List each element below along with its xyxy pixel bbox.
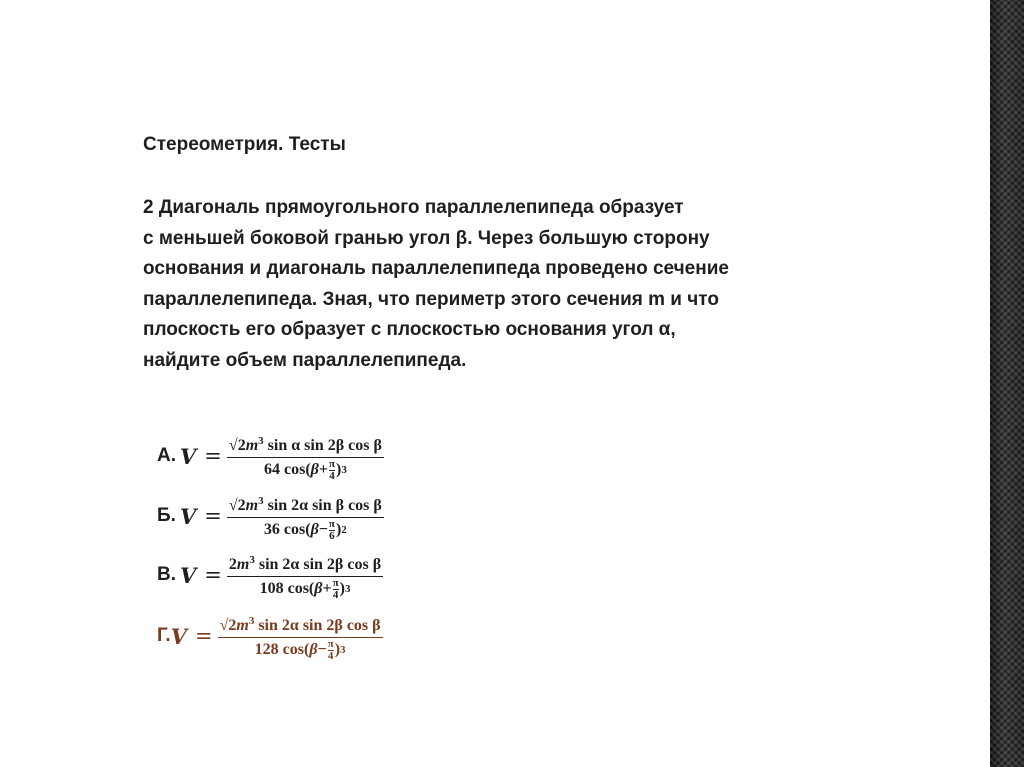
denominator-coef: 36 cos( xyxy=(263,521,311,538)
pi-denominator: 4 xyxy=(327,649,334,662)
pi-denominator: 4 xyxy=(332,588,339,601)
sqrt-icon: √ xyxy=(228,436,238,454)
answer-label: В. xyxy=(157,564,176,585)
pi-fraction xyxy=(329,519,335,542)
pi-fraction xyxy=(328,639,334,662)
problem-line: с меньшей боковой гранью угол β. Через большую сторону xyxy=(143,227,710,249)
denominator-close: ) xyxy=(335,521,342,538)
denominator-close: ) xyxy=(336,461,342,478)
numerator-exp: 3 xyxy=(258,434,264,447)
denominator-op: − xyxy=(317,641,327,658)
answer-label: Б. xyxy=(157,505,176,526)
fraction-denominator xyxy=(262,458,349,482)
denominator-var: β xyxy=(314,580,323,597)
numerator-coef: 2 xyxy=(237,436,246,454)
numerator-exp: 3 xyxy=(249,553,255,566)
numerator-var: m xyxy=(236,616,249,634)
numerator-trig: sin α sin 2β cos β xyxy=(263,436,382,454)
carbon-fiber-border xyxy=(990,0,1024,767)
denominator-var: β xyxy=(310,521,319,538)
equals-sign: = xyxy=(204,444,222,468)
numerator-coef: 2 xyxy=(228,555,237,573)
numerator-var: m xyxy=(245,436,259,454)
numerator-var: m xyxy=(236,555,250,573)
fraction-numerator xyxy=(227,491,384,517)
numerator-coef: 2 xyxy=(237,496,246,514)
pi-fraction xyxy=(333,578,339,601)
denominator-close: ) xyxy=(339,580,345,597)
denominator-op: − xyxy=(318,521,328,538)
denominator-close: ) xyxy=(334,641,341,658)
volume-symbol: V xyxy=(180,562,197,588)
numerator-trig: sin 2α sin 2β cos β xyxy=(254,616,381,634)
formula-fraction xyxy=(227,491,384,542)
numerator-exp: 3 xyxy=(258,494,264,507)
problem-line: плоскость его образует с плоскостью основания угол α, xyxy=(143,319,676,340)
formula-fraction xyxy=(227,431,384,482)
denominator-exp: 3 xyxy=(344,583,351,595)
pi-symbol: π xyxy=(328,457,335,470)
equals-sign: = xyxy=(194,624,213,648)
denominator-coef: 108 cos( xyxy=(259,580,315,597)
answer-label: А. xyxy=(157,445,176,466)
problem-line: 2 Диагональ прямоугольного параллелепипеда образует xyxy=(143,197,684,218)
fraction-numerator xyxy=(218,611,383,637)
equals-sign: = xyxy=(204,504,222,528)
formula-fraction xyxy=(227,550,383,601)
answer-option-a[interactable] xyxy=(157,428,384,484)
pi-symbol: π xyxy=(332,576,339,589)
pi-denominator: 6 xyxy=(329,529,335,542)
denominator-var: β xyxy=(309,641,318,658)
pi-symbol: π xyxy=(328,517,335,530)
denominator-coef: 128 cos( xyxy=(254,641,310,658)
pi-denominator: 4 xyxy=(329,469,335,482)
numerator-var: m xyxy=(245,496,259,514)
fraction-numerator xyxy=(227,431,384,457)
answer-option-c[interactable] xyxy=(157,547,383,603)
numerator-coef: 2 xyxy=(228,616,237,634)
pi-fraction xyxy=(329,459,335,482)
denominator-op: + xyxy=(322,580,332,597)
sqrt-icon: √ xyxy=(219,616,229,634)
numerator-trig: sin 2α sin 2β cos β xyxy=(254,555,382,573)
fraction-numerator xyxy=(227,550,383,576)
denominator-coef: 64 cos( xyxy=(263,461,311,478)
denominator-exp: 3 xyxy=(341,464,347,476)
denominator-exp: 2 xyxy=(341,524,347,536)
fraction-denominator xyxy=(253,638,348,662)
fraction-denominator xyxy=(262,518,349,542)
pi-symbol: π xyxy=(327,637,334,650)
answer-label: Г. xyxy=(157,625,171,646)
problem-line: найдите объем параллелепипеда. xyxy=(143,349,467,371)
volume-symbol: V xyxy=(179,503,197,529)
denominator-exp: 3 xyxy=(340,644,346,656)
fraction-denominator xyxy=(258,577,353,601)
formula-fraction xyxy=(218,611,383,662)
volume-symbol: V xyxy=(180,443,197,469)
answer-option-d[interactable] xyxy=(157,608,383,664)
volume-symbol: V xyxy=(170,623,187,649)
sqrt-icon: √ xyxy=(228,496,238,514)
answer-option-b[interactable] xyxy=(157,488,384,544)
problem-line: основания и диагональ параллелепипеда проведено сечение xyxy=(143,258,729,279)
slide-title: Стереометрия. Тесты xyxy=(143,134,346,155)
problem-line: параллелепипеда. Зная, что периметр этого сечения m и что xyxy=(143,288,719,310)
numerator-trig: sin 2α sin β cos β xyxy=(263,496,382,514)
denominator-op: + xyxy=(318,461,328,478)
problem-text xyxy=(143,193,843,376)
numerator-exp: 3 xyxy=(248,614,255,627)
denominator-var: β xyxy=(310,461,319,478)
equals-sign: = xyxy=(204,563,222,587)
